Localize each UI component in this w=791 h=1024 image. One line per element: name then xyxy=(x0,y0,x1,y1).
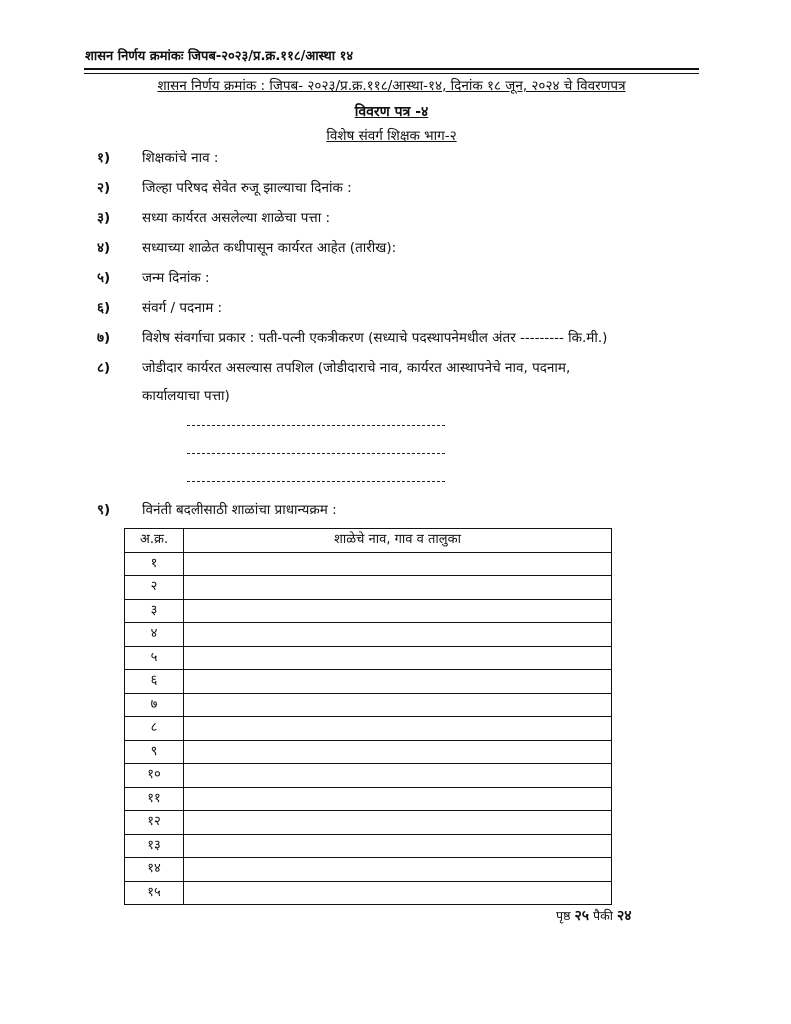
question-spouse-details: जोडीदार कार्यरत असल्यास तपशिल (जोडीदाराचे नाव, कार्यरत आस्थापनेचे नाव, पदनाम, xyxy=(142,360,571,376)
school-cell xyxy=(184,646,612,670)
question-number: १) xyxy=(97,150,111,166)
table-row xyxy=(125,670,612,694)
question-number: ८) xyxy=(97,360,111,376)
footer-total-pages: २४ xyxy=(616,908,632,924)
blank-line xyxy=(187,453,445,454)
question-special-cadre-type: विशेष संवर्गाचा प्रकार : पती-पत्नी एकत्रीकरण (सध्याचे पदस्थापनेमधील अंतर --------- कि.मी.) xyxy=(142,330,608,346)
row-number: ९ xyxy=(125,740,184,764)
school-cell xyxy=(184,764,612,788)
table-row xyxy=(125,623,612,647)
question-teacher-name: शिक्षकांचे नाव : xyxy=(142,150,219,166)
row-number: १३ xyxy=(125,834,184,858)
question-school-preference: विनंती बदलीसाठी शाळांचा प्राधान्यक्रम : xyxy=(142,502,337,518)
page-footer xyxy=(556,906,632,925)
column-header-school: शाळेचे नाव, गाव व तालुका xyxy=(184,529,612,553)
school-cell xyxy=(184,576,612,600)
table-row xyxy=(125,764,612,788)
school-cell xyxy=(184,881,612,905)
row-number: १ xyxy=(125,552,184,576)
school-preference-table xyxy=(124,528,612,905)
table-header-row xyxy=(125,529,612,553)
row-number: ११ xyxy=(125,787,184,811)
table-row xyxy=(125,646,612,670)
row-number: ७ xyxy=(125,693,184,717)
header-rule-thin xyxy=(84,73,699,74)
question-number: ६) xyxy=(97,300,111,316)
question-number: ४) xyxy=(97,240,111,256)
table-row xyxy=(125,787,612,811)
blank-line xyxy=(187,481,445,482)
footer-page-number: २५ xyxy=(574,908,590,924)
table-row xyxy=(125,881,612,905)
question-number: ३) xyxy=(97,210,111,226)
row-number: १४ xyxy=(125,858,184,882)
table-row xyxy=(125,811,612,835)
school-cell xyxy=(184,623,612,647)
table-row xyxy=(125,717,612,741)
row-number: २ xyxy=(125,576,184,600)
question-cadre: संवर्ग / पदनाम : xyxy=(142,300,223,316)
table-row xyxy=(125,693,612,717)
question-spouse-details-cont: कार्यालयाचा पत्ता) xyxy=(142,388,230,404)
document-subtitle: शासन निर्णय क्रमांक : जिपब- २०२३/प्र.क्र.११८/आस्था-१४, दिनांक १८ जून, २०२४ चे विवरणपत्र xyxy=(157,78,626,94)
header-rule-thick xyxy=(84,68,699,70)
form-subtitle: विशेष संवर्ग शिक्षक भाग-२ xyxy=(326,128,457,144)
table-row xyxy=(125,740,612,764)
table-row xyxy=(125,858,612,882)
question-number: ९) xyxy=(97,502,111,518)
school-cell xyxy=(184,552,612,576)
question-school-address: सध्या कार्यरत असलेल्या शाळेचा पत्ता : xyxy=(142,210,331,226)
question-number: ५) xyxy=(97,270,111,286)
blank-line xyxy=(187,425,445,426)
school-cell xyxy=(184,740,612,764)
school-cell xyxy=(184,811,612,835)
column-header-serial: अ.क्र. xyxy=(125,529,184,553)
row-number: १५ xyxy=(125,881,184,905)
school-cell xyxy=(184,858,612,882)
school-cell xyxy=(184,717,612,741)
school-cell xyxy=(184,693,612,717)
question-working-since: सध्याच्या शाळेत कधीपासून कार्यरत आहेत (तारीख): xyxy=(142,240,397,256)
row-number: ६ xyxy=(125,670,184,694)
table-row xyxy=(125,552,612,576)
school-cell xyxy=(184,787,612,811)
row-number: ४ xyxy=(125,623,184,647)
question-birth-date: जन्म दिनांक : xyxy=(142,270,210,286)
footer-prefix: पृष्ठ xyxy=(556,908,571,923)
table-row xyxy=(125,834,612,858)
row-number: १० xyxy=(125,764,184,788)
row-number: ५ xyxy=(125,646,184,670)
question-number: २) xyxy=(97,180,111,196)
footer-of: पैकी xyxy=(593,908,613,923)
row-number: १२ xyxy=(125,811,184,835)
question-number: ७) xyxy=(97,330,111,346)
form-title: विवरण पत्र -४ xyxy=(354,104,429,120)
school-cell xyxy=(184,834,612,858)
question-joining-date: जिल्हा परिषद सेवेत रुजू झाल्याचा दिनांक : xyxy=(142,180,352,196)
row-number: ३ xyxy=(125,599,184,623)
school-cell xyxy=(184,670,612,694)
gr-reference-header: शासन निर्णय क्रमांकः जिपब-२०२३/प्र.क्र.११८/आस्था १४ xyxy=(85,49,354,64)
school-cell xyxy=(184,599,612,623)
row-number: ८ xyxy=(125,717,184,741)
table-row xyxy=(125,576,612,600)
table-row xyxy=(125,599,612,623)
